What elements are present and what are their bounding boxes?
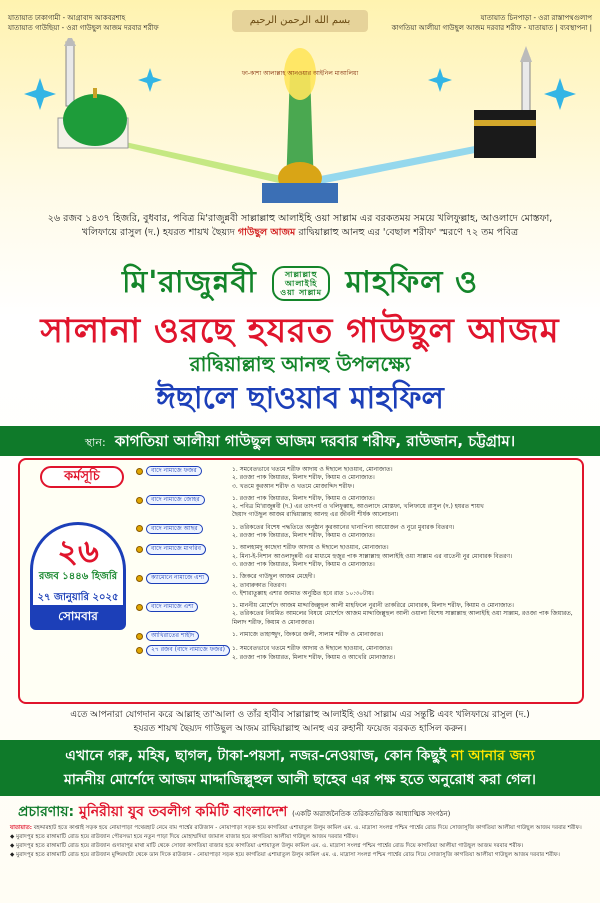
appeal-banner bbox=[0, 740, 600, 796]
schedule-item: ২. মিনা-ই-নিশান আওলাদুন্নবী এর মাধ্যমে হুজুর পাক সাল্লাল্লাহু আলাইহি ওয়া সাল্লাম এর বাতেনী নুর মোবারক বিতরণ। bbox=[232, 552, 513, 560]
title-miraj bbox=[0, 258, 600, 309]
appeal-highlight: না আনার জন্য bbox=[451, 748, 535, 764]
schedule-item: ২. তাবারুকাত বিতরণ। bbox=[232, 581, 287, 589]
schedule-item: ৩. খতমে কুরআন শরীফ ও খতমে মোজাদ্দিদ শরীফ। bbox=[232, 482, 354, 490]
schedule-items bbox=[232, 495, 580, 520]
schedule-item: ১. আলহামদু কাছেদা শরীফ আদায় ও ঈছালে ছাওয়াব, মোনাজাত। bbox=[232, 544, 389, 552]
date-badge bbox=[30, 522, 126, 630]
direction-label: যাতায়াত: bbox=[10, 825, 33, 831]
schedule-item: ১. তরিকতের বিশেষ পদ্ধতিতে অনুষ্ঠান কুরআনের খানাপিনা আয়োজন ও নুরে মুবারক বিতরণ। bbox=[232, 523, 455, 531]
schedule-item: ১. রওজা পাক জিয়ারত, মিলাদ শরীফ, কিয়াম ও মোনাজাত। bbox=[232, 494, 375, 502]
bullet-icon bbox=[136, 546, 143, 553]
schedule-time: আখিরাতের শাহীদ bbox=[146, 631, 199, 641]
title-occasion: রাদ্বিয়াল্লাহু আনহু উপলক্ষ্যে bbox=[189, 352, 411, 376]
organizer bbox=[18, 800, 582, 824]
schedule-items bbox=[232, 524, 580, 541]
schedule-item: ১. সমবেতভাবে খতমে শরীফ আদায় ও ঈছালে ছাওয়াব, মোনাজাত। bbox=[232, 645, 393, 653]
schedule-items bbox=[232, 631, 580, 639]
calligraphy-quote: ফা-কাশা আলাল্লাহ আনওয়ার আইনিল মাআলিয়া bbox=[241, 70, 359, 77]
schedule-time: বাদে নামাজে ফজর bbox=[146, 466, 202, 476]
salawat-line: সাল্লাল্লাহু bbox=[284, 270, 318, 279]
direction-line: ◆ মুরাদপুর হতে রাঙ্গামাটি রোড হয়ে রাউজান পৌরসভা হয়ে নতুন পাড়া দিয়ে মোহাম্মদিয়া জামাল বাজার হয়ে কাগতিয়া আলীয়া গাউছুল আজম দরবার শরীফ। bbox=[10, 834, 358, 840]
bullet-icon bbox=[136, 525, 143, 532]
bullet-icon bbox=[136, 647, 143, 654]
date-gregorian: ২৭ জানুয়ারি ২০২৫ bbox=[37, 592, 119, 603]
header-right-line: যাতায়াত চিনপাড়া - ওরা রাস্তাপথগুলাপ bbox=[480, 14, 592, 22]
venue-label: স্থান: bbox=[84, 436, 106, 449]
light-beam-left bbox=[120, 142, 300, 188]
schedule-item: ৩. ইশারাতুল্লাহ এশার জামাত অনুষ্ঠিত হবে রাত ১০:৩০টায়। bbox=[232, 589, 374, 597]
directions bbox=[10, 824, 590, 860]
salawat-line: ওয়া সাল্লাম bbox=[280, 288, 323, 297]
kaaba-icon bbox=[474, 46, 536, 158]
organizer-tagline: (একটি অরাজনৈতিক তরিকতভিত্তিক আধ্যাত্মিক সংগঠন) bbox=[292, 810, 451, 818]
holy-sites-illustration bbox=[0, 38, 600, 208]
schedule-item: ২. রওজা পাক জিয়ারত, মিলাদ শরীফ, কিয়াম ও মোনাজাত। bbox=[232, 474, 375, 482]
salawat-line: আলাইহি bbox=[285, 279, 318, 288]
schedule-time: ক্যামোনে নামাজে এশা bbox=[146, 573, 209, 583]
venue-bar bbox=[0, 426, 600, 456]
intro-line-part: খলিফায়ে রাসুল (দ.) হযরত শায়খ ছৈয়্যদ bbox=[81, 227, 235, 238]
direction-text: মুরাদপুর হতে রাঙ্গামাটি রোড হয়ে রাউজান গুদারাপুর মাথা মাটি থেকে সোজা কাগতিয়া বাজার হয়ে কাগতিয়া এশায়াতুল উলুম কামিল এম. এ. মাদ্রাসা সংলগ্ন পশ্চিম পার্শ্বের রোড দিয়ে কাগতিয়া আলীয়া গাউছুল আজম দরবার শরীফ। bbox=[16, 843, 524, 849]
schedule-time: বাদে নামাজে এশা bbox=[146, 602, 198, 612]
direction-text: বহদ্দারহাট হতে কাপ্তাই সড়ক হয়ে নোয়াপাড়া পথেরহাট নেমে বাম পার্শ্বের রাউজান - নোয়াপাড়া সড়ক হয়ে কাগতিয়া এশায়াতুল উলুম কামিল এম. এ. মাদ্রাসা সংলগ্ন পশ্চিম পার্শ্বের রোড দিয়ে সোজাসুজি কাগতিয়া আলীয়া গাউছুল আজম দরবার শরীফ। bbox=[33, 825, 582, 831]
schedule-time: বাদে নামাজে জোহর bbox=[146, 495, 205, 505]
schedule-item: ২. পবিত্র মি'রাজুন্নবী (দ.) এর তাৎপর্য ও খলিফুল্লাহ, আওলাদে মোস্তফা, খলিফায়ে রাসুল (দ.) হযরত শায়খ bbox=[232, 503, 484, 511]
schedule-items bbox=[232, 645, 580, 662]
schedule-items bbox=[232, 544, 580, 569]
appeal-line bbox=[0, 744, 600, 768]
schedule-item: ২. রওজা পাক জিয়ারত, মিলাদ শরীফ, কিয়াম ও আখেরি মোনাজাত। bbox=[232, 653, 396, 661]
title-miraj-a: মি'রাজুন্নবী bbox=[121, 265, 257, 300]
schedule-item: ২. তরিকতের নিয়মিত আমলের বিষয়ে মোর্শেদে আজম মাদ্দাজিল্লুহুল আলী ওয়ালা বিশেষ সাল্লাল্লাহু আলাইহি ওয়া সাল্লাম, রওজা পাক জিয়ারত, মিলাদ শরীফ, কিয়াম ও মোনাজাত। bbox=[232, 610, 573, 626]
schedule-items bbox=[232, 602, 580, 627]
intro-text bbox=[20, 212, 580, 240]
bismillah-calligraphy: بسم الله الرحمن الرحيم bbox=[232, 10, 368, 32]
bullet-icon bbox=[136, 633, 143, 640]
schedule-time: বাদে নামাজে মাগরিব bbox=[146, 544, 206, 554]
bullet-icon bbox=[136, 497, 143, 504]
bullet-icon bbox=[136, 604, 143, 611]
salawat-badge bbox=[272, 266, 330, 301]
header-left-line: যাতায়াত গাউছিয়া - ওরা গাউছুল আজম দরবার শরীফ bbox=[8, 24, 159, 32]
schedule-item: ৩. রওজা পাক জিয়ারত, মিলাদ শরীফ, কিয়াম ও মোনাজাত। bbox=[232, 560, 375, 568]
schedule-items bbox=[232, 466, 580, 491]
light-beam-right bbox=[300, 144, 490, 188]
date-day: ২৬ bbox=[57, 532, 99, 570]
bullet-icon bbox=[136, 575, 143, 582]
appeal-text: এখানে গরু, মহিষ, ছাগল, টাকা-পয়সা, নজর-নেওয়াজ, কোন কিছুই bbox=[65, 748, 447, 764]
schedule-items bbox=[232, 573, 580, 598]
schedule-time: ২৭ রজব (বাদে নামাজে ফজর) bbox=[146, 645, 230, 655]
venue-text: কাগতিয়া আলীয়া গাউছুল আজম দরবার শরীফ, রাউজান, চট্টগ্রাম। bbox=[114, 432, 516, 450]
schedule-item: ১. জিকরে গাউছুল আজম মেহেদী। bbox=[232, 573, 315, 581]
organizer-name: মুনিরীয়া যুব তবলীগ কমিটি বাংলাদেশ bbox=[79, 804, 288, 820]
date-weekday: সোমবার bbox=[33, 605, 123, 627]
schedule-item: ১. মাননীয় মোর্শেদে আজম মাদ্দাজিল্লুহুল আলী মাহফিলে নুরানী তাকরিরে মোবারক, মিলাদ শরীফ, কিয়াম ও মোনাজাত। bbox=[232, 602, 514, 610]
header-right bbox=[382, 13, 592, 33]
schedule-item: ২. রওজা পাক জিয়ারত, মিলাদ শরীফ, কিয়াম ও মোনাজাত। bbox=[232, 532, 375, 540]
organizer-label: প্রচারণায়: bbox=[18, 804, 75, 820]
date-hijri: রজব ১৪৪৬ হিজরি bbox=[38, 571, 118, 582]
header-right-line: কাগতিয়া আলীয়া গাউছুল আজম দরবার শরীফ - যাতায়াত | ব্যবস্থাপনা | bbox=[391, 24, 592, 32]
title-miraj-b: মাহফিল ও bbox=[345, 265, 479, 300]
schedule-row bbox=[136, 544, 580, 569]
schedule-item: ১. সমবেতভাবে খতমে শরীফ আদায় ও ঈছালে ছাওয়াব, মোনাজাত। bbox=[232, 466, 393, 473]
invitation-note bbox=[20, 708, 580, 736]
title-urs: সালানা ওরছে হযরত গাউছুল আজম bbox=[40, 311, 560, 351]
note-line: এতে আপনারা যোগদান করে আল্লাহ তা'আলা ও তাঁর হাবীব সাল্লাল্লাহু আলাইহি ওয়া সাল্লাম এর সন্তুষ্টি এবং খলিফায়ে রাসুল (দ.) bbox=[70, 710, 530, 720]
intro-highlight: গাউছুল আজম bbox=[237, 227, 296, 238]
title-isale-sawab: ঈছালে ছাওয়াব মাহফিল bbox=[156, 381, 444, 416]
appeal-line: মাননীয় মোর্শেদে আজম মাদ্দাজিল্লুহুল আলী ছাহেব এর পক্ষ হতে অনুরোধ করা গেল। bbox=[64, 772, 536, 788]
schedule-row bbox=[136, 645, 580, 662]
schedule-row bbox=[136, 602, 580, 627]
direction-line: ◆ মুরাদপুর হতে রাঙ্গামাটি রোড হয়ে রাউজান গুদারাপুর মাথা মাটি থেকে সোজা কাগতিয়া বাজার হয়ে কাগতিয়া এশায়াতুল উলুম কামিল এম. এ. মাদ্রাসা সংলগ্ন পশ্চিম পার্শ্বের রোড দিয়ে কাগতিয়া আলীয়া গাউছুল আজম দরবার শরীফ। bbox=[10, 843, 524, 849]
direction-line: ◆ মুরাদপুর হতে রাঙ্গামাটি রোড হয়ে রাউজান মুন্সিরঘাটা থেকে ডান দিকে রাউজান - নোয়াপাড়া সড়ক হয়ে কাগতিয়া এশায়াতুল উলুম কামিল এম. এ. মাদ্রাসা সংলগ্ন পশ্চিম পার্শ্বের রোড দিয়ে সোজাসুজি কাগতিয়া আলীয়া গাউছুল আজম দরবার শরীফ। bbox=[10, 852, 560, 858]
direction-text: মুরাদপুর হতে রাঙ্গামাটি রোড হয়ে রাউজান মুন্সিরঘাটা থেকে ডান দিকে রাউজান - নোয়াপাড়া সড়ক হয়ে কাগতিয়া এশায়াতুল উলুম কামিল এম. এ. মাদ্রাসা সংলগ্ন পশ্চিম পার্শ্বের রোড দিয়ে সোজাসুজি কাগতিয়া আলীয়া গাউছুল আজম দরবার শরীফ। bbox=[16, 852, 560, 858]
note-line: হযরত শায়খ ছৈয়্যদ গাউছুল আজম রাদ্বিয়াল্লাহু আনহু এর রুহানী ফয়েজ বরকত হাসিল করুন। bbox=[133, 724, 467, 734]
direction-line bbox=[10, 824, 590, 833]
direction-text: মুরাদপুর হতে রাঙ্গামাটি রোড হয়ে রাউজান পৌরসভা হয়ে নতুন পাড়া দিয়ে মোহাম্মদিয়া জামাল বাজার হয়ে কাগতিয়া আলীয়া গাউছুল আজম দরবার শরীফ। bbox=[16, 834, 358, 840]
schedule-time: বাদে নামাজে আছর bbox=[146, 524, 203, 534]
schedule-item: ১. নামাজে তাহাজ্জুদ, জিকরে জলী, সালাম শরীফ ও মোনাজাত। bbox=[232, 631, 384, 639]
schedule-row bbox=[136, 495, 580, 520]
schedule bbox=[136, 466, 580, 666]
schedule-row bbox=[136, 524, 580, 541]
header-left bbox=[8, 13, 218, 33]
intro-line bbox=[20, 226, 580, 240]
intro-line-part: রাদ্বিয়াল্লাহু আনহু এর 'বেছাল শরীফ' স্মরণে ৭২ তম পবিত্র bbox=[298, 227, 519, 238]
schedule-row bbox=[136, 573, 580, 598]
schedule-row bbox=[136, 631, 580, 641]
schedule-item: ছৈয়্যদ গাউছুল আজম রাদ্বিয়াল্লাহু আনহু এর জীবনী শীর্ষক আলোচনা। bbox=[232, 511, 399, 519]
header-left-line: যাতায়াত ঢাকাগামী - আগ্রাবাদ আকবরশাহ bbox=[8, 14, 126, 22]
program-tag: কর্মসূচি bbox=[40, 466, 124, 488]
intro-line: ২৬ রজব ১৪৩৭ হিজরি, বুধবার, পবিত্র মি'রাজুন্নবী সাল্লাল্লাহু আলাইহি ওয়া সাল্লাম এর বরকতময় সময়ে খলিফুল্লাহ, আওলাদে মোস্তফা, bbox=[47, 213, 553, 224]
bullet-icon bbox=[136, 468, 143, 475]
green-dome-icon bbox=[58, 38, 128, 148]
schedule-row bbox=[136, 466, 580, 491]
